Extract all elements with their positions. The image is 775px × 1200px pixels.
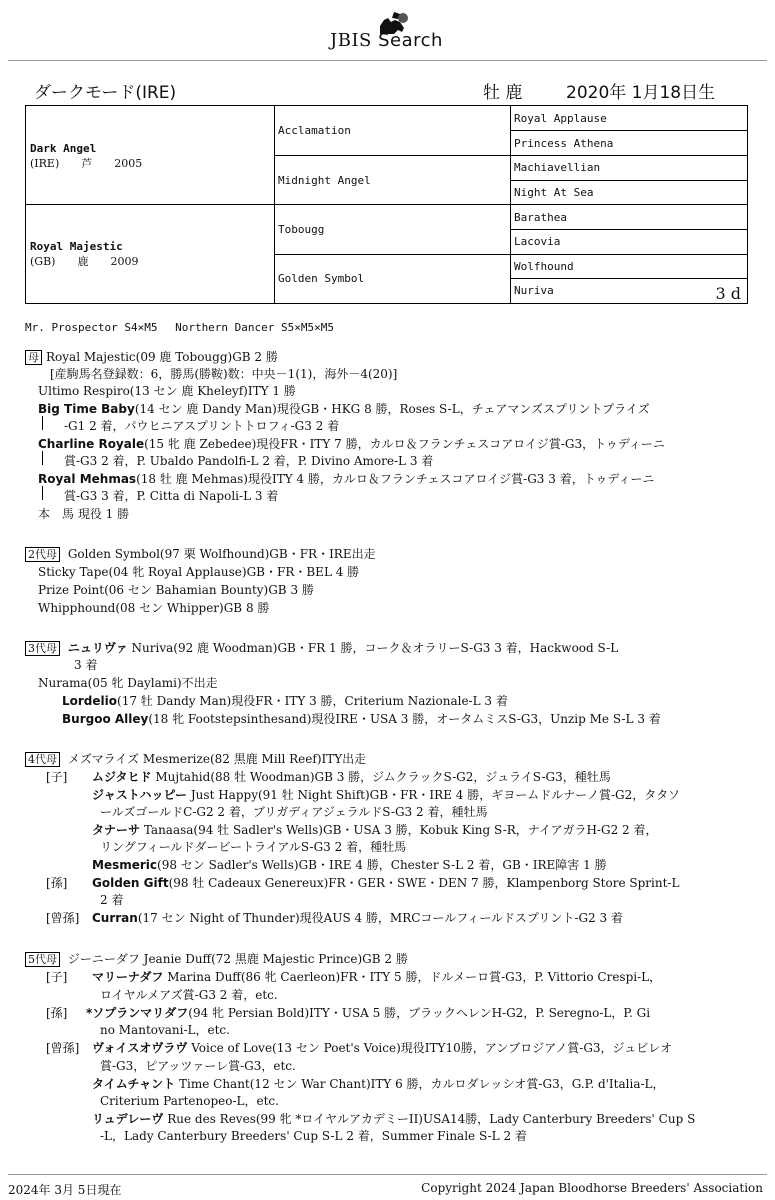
- section-label-4th-dam: 4代母: [25, 752, 60, 767]
- family-number: 3 d: [715, 284, 741, 303]
- gen3-cell[interactable]: Barathea: [514, 211, 567, 224]
- gen2-cell[interactable]: Midnight Angel: [278, 174, 371, 187]
- produce-name[interactable]: Lordelio: [62, 694, 118, 708]
- dam-produce-summary: [産駒馬名登録数：6，勝馬(勝鞍)数：中央－1(1)，海外－4(20)]: [50, 367, 398, 381]
- gen3-cell[interactable]: Lacovia: [514, 235, 561, 248]
- gen3-cell[interactable]: Machiavellian: [514, 161, 601, 174]
- produce-line: Ultimo Respiro(13 セン 鹿 Kheleyf)ITY 1 勝: [38, 384, 296, 398]
- footer-date: 2024年 3月 5日現在: [8, 1183, 122, 1197]
- produce-name[interactable]: *ソプランマリダフ: [86, 1006, 189, 1020]
- horse-sex-color: 牡 鹿: [483, 83, 523, 103]
- produce-name[interactable]: ジャストハッピー: [92, 788, 188, 802]
- produce-name[interactable]: ヴォイスオヴラヴ: [92, 1041, 188, 1055]
- section-label-2nd-dam: 2代母: [25, 547, 60, 562]
- section-label-dam: 母: [25, 350, 42, 365]
- gen2-cell[interactable]: Tobougg: [278, 223, 325, 236]
- produce-name[interactable]: Charline Royale: [38, 437, 145, 451]
- gen3-cell[interactable]: Nuriva: [514, 284, 554, 297]
- pedigree-table: [25, 105, 748, 304]
- produce-name[interactable]: Big Time Baby: [38, 402, 135, 416]
- produce-name[interactable]: ムジタヒド: [92, 770, 152, 784]
- gen3-cell[interactable]: Night At Sea: [514, 186, 594, 199]
- dam-cell[interactable]: Royal Majestic (GB) 鹿 2009: [30, 240, 139, 268]
- produce-name[interactable]: Burgoo Alley: [62, 712, 149, 726]
- gen2-cell[interactable]: Golden Symbol: [278, 272, 365, 285]
- gen2-cell[interactable]: Acclamation: [278, 124, 351, 137]
- gen3-cell[interactable]: Princess Athena: [514, 137, 614, 150]
- gen3-cell[interactable]: Royal Applause: [514, 112, 607, 125]
- produce-name[interactable]: Mesmeric: [92, 858, 158, 872]
- produce-name[interactable]: タイムチャント: [92, 1077, 176, 1091]
- footer-copyright: Copyright 2024 Japan Bloodhorse Breeders' Association: [421, 1181, 763, 1195]
- produce-name[interactable]: Golden Gift: [92, 876, 169, 890]
- footer-divider: [8, 1174, 767, 1175]
- produce-name[interactable]: Royal Mehmas: [38, 472, 137, 486]
- sire-cell[interactable]: Dark Angel (IRE) 芦 2005: [30, 142, 143, 170]
- section-label-3rd-dam: 3代母: [25, 641, 60, 656]
- gen3-cell[interactable]: Wolfhound: [514, 260, 574, 273]
- section-label-5th-dam: 5代母: [25, 952, 60, 967]
- horse-name: ダークモード(IRE): [34, 83, 177, 103]
- inbreeding-note: Mr. Prospector S4×M5 Northern Dancer S5×M5×M5: [25, 321, 335, 334]
- produce-name[interactable]: リュデレーヴ: [92, 1112, 164, 1126]
- self-line: 本 馬 現役 1 勝: [38, 507, 130, 521]
- produce-name[interactable]: タナーサ: [92, 823, 141, 837]
- site-logo[interactable]: JBIS Search: [330, 30, 443, 51]
- horse-birth: 2020年 1月18日生: [566, 83, 716, 103]
- produce-name[interactable]: マリーナダフ: [92, 970, 164, 984]
- header-divider: [8, 60, 767, 61]
- produce-name[interactable]: Curran: [92, 911, 138, 925]
- dam-line: Royal Majestic(09 鹿 Tobougg)GB 2 勝: [46, 350, 278, 364]
